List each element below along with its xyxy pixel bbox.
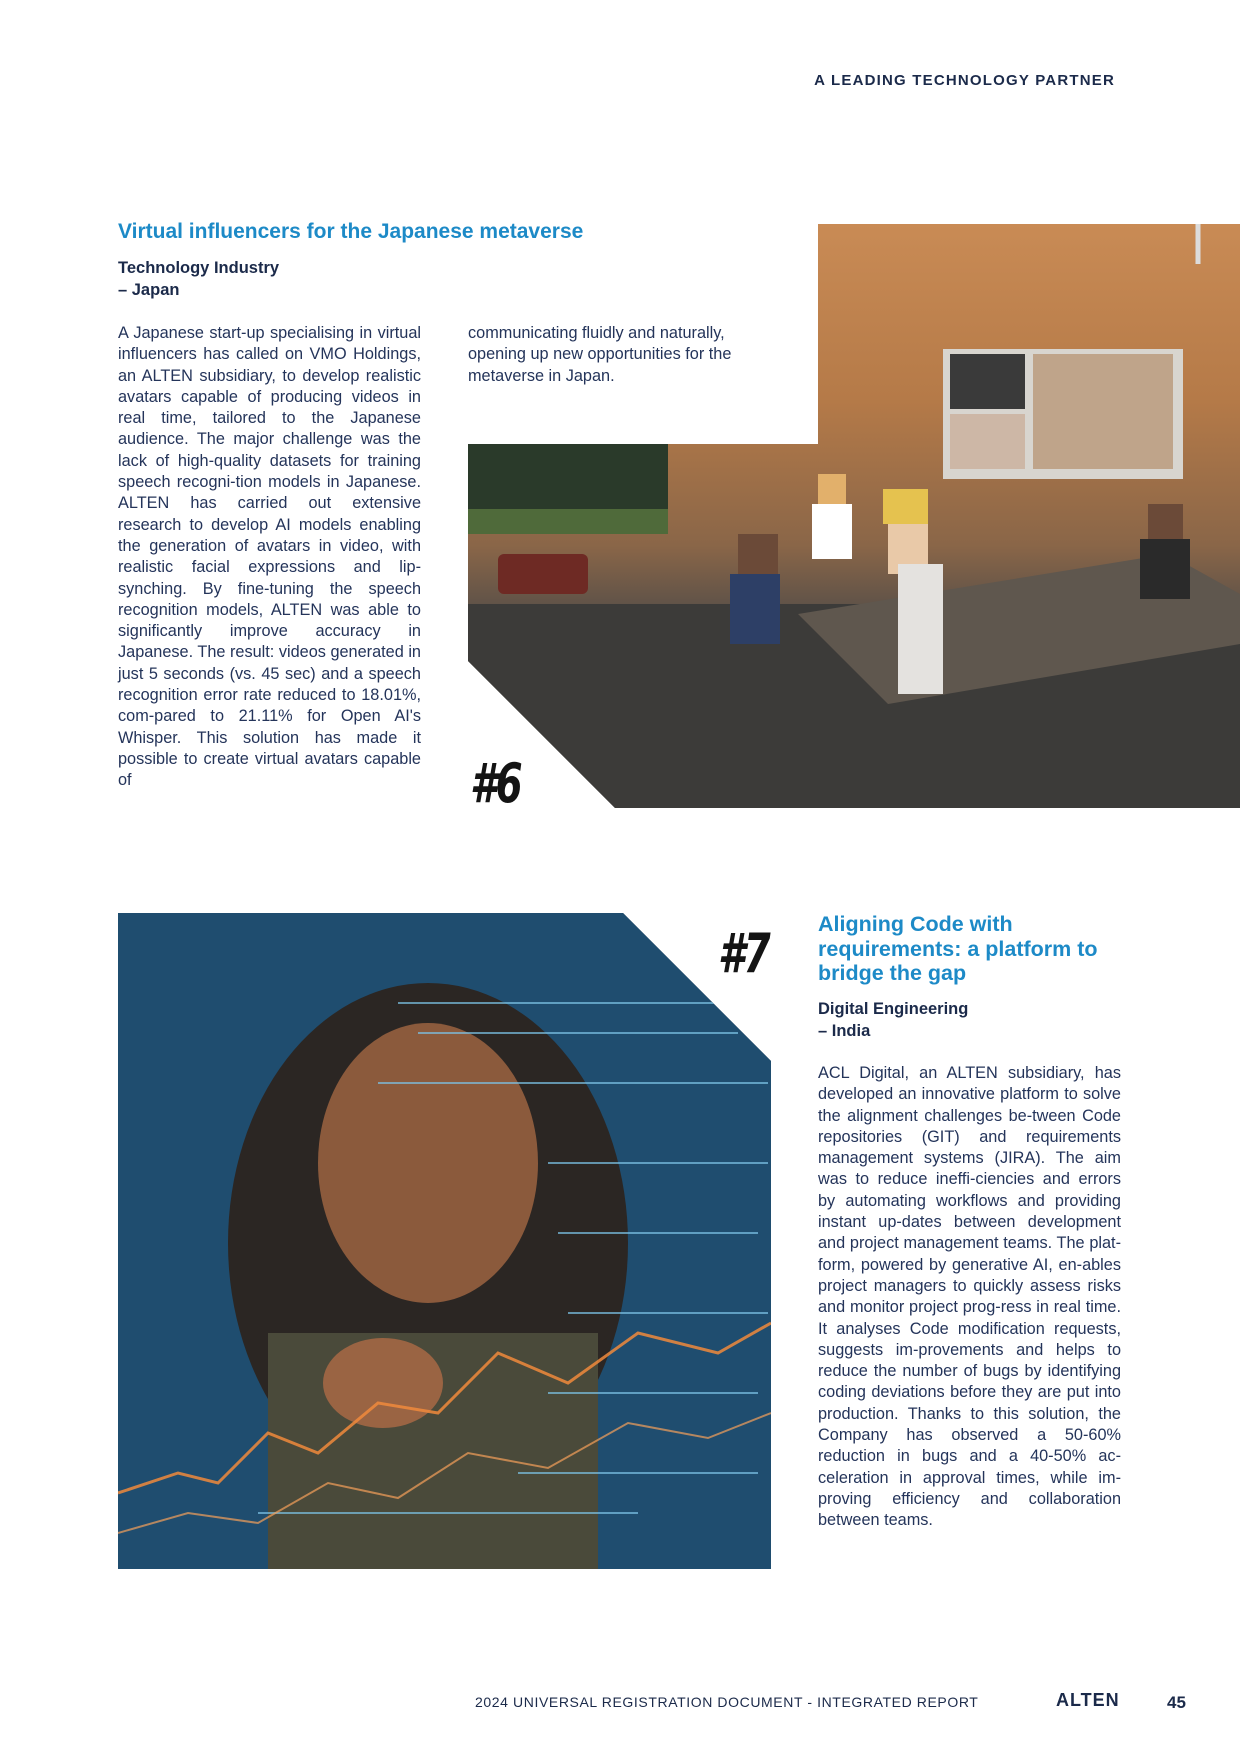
case6-industry: Technology Industry — [118, 259, 280, 277]
case6-badge: #6 — [470, 752, 522, 815]
case7-subtitle — [818, 998, 968, 1042]
case6-body-col1: A Japanese start-up specialising in virtual influencers has called on VMO Holdings, an ALTEN subsidiary, to develop realistic avatars capable of producing videos in real time, tailored to the Japanese audience. The major challenge was the lack of high-quality datasets for training speech recogni-tion models in Japanese. ALTEN has carried out extensive research to develop AI models enabling the generation of avatars in video, with realistic facial expressions and lip-synching. By fine-tuning the speech recognition models, ALTEN was able to significantly improve accuracy in Japanese. The result: videos generated in just 5 seconds (vs. 45 sec) and a speech recognition error rate reduced to 18.01%, com-pared to 21.11% for Open AI's Whisper. This solution has made it possible to create virtual avatars capable of — [118, 324, 421, 790]
footer-document-title: 2024 UNIVERSAL REGISTRATION DOCUMENT - INTEGRATED REPORT — [475, 1694, 979, 1710]
case7-title: Aligning Code with requirements: a platform to bridge the gap — [818, 912, 1098, 985]
page-number: 45 — [1167, 1693, 1186, 1712]
metaverse-meeting-illustration — [468, 224, 1240, 808]
case6-title: Virtual influencers for the Japanese metaverse — [118, 220, 584, 243]
case7-country: – India — [818, 1022, 871, 1040]
metaverse-meeting-image — [468, 224, 1240, 808]
developer-code-image — [118, 913, 771, 1569]
case7-body: ACL Digital, an ALTEN subsidiary, has developed an innovative platform to solve the alignment challenges be-tween Code repositories (GIT) and requirements management systems (JIRA). The aim was to reduce ineffi-ciencies and errors by automating workflows and providing instant up-dates between development and project management teams. The plat-form, powered by generative AI, en-ables project managers to quickly assess risks and monitor project prog-ress in real time. It analyses Code modification requests, suggests im-provements and helps to reduce the number of bugs by identifying coding deviations before they are put into production. Thanks to this solution, the Company has observed a 50-60% reduction in bugs and a 40-50% ac-celeration in approval times, while im-proving efficiency and collaboration between teams. — [818, 1064, 1121, 1530]
sofa — [498, 554, 588, 594]
case6-subtitle — [118, 257, 279, 301]
section-header: A LEADING TECHNOLOGY PARTNER — [814, 72, 1115, 89]
footer-brand-logo: ALTEN — [1056, 1690, 1120, 1710]
developer-code-illustration — [118, 913, 771, 1569]
case6-body-col2: communicating fluidly and naturally, opening up new opportunities for the metaverse in Japan. — [468, 324, 732, 385]
case6-country: – Japan — [118, 281, 180, 299]
case7-industry: Digital Engineering — [818, 1000, 969, 1018]
case7-badge: #7 — [718, 922, 770, 985]
